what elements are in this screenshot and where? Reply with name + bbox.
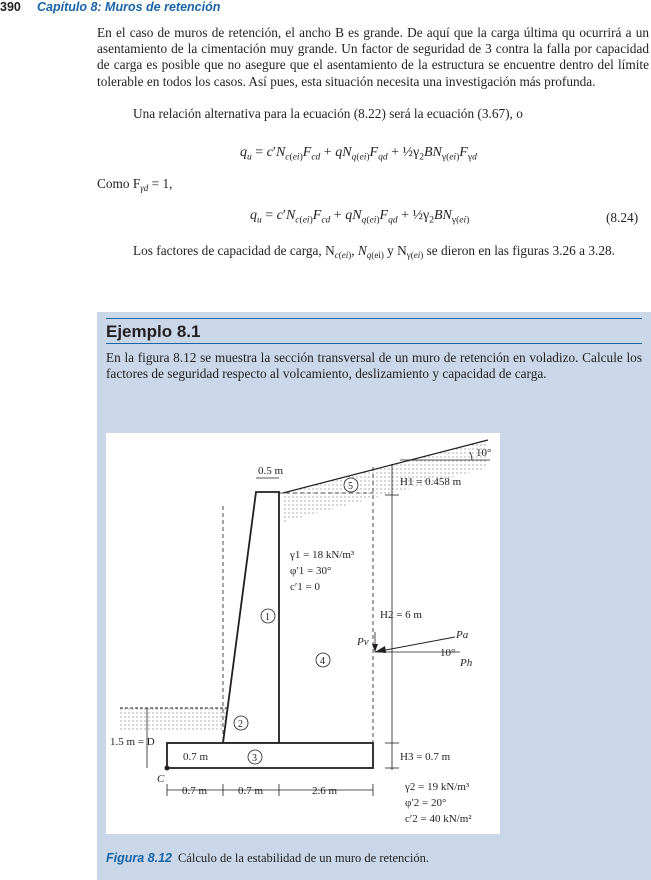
point-c-label: C (157, 773, 165, 785)
example-title-rule (106, 343, 642, 344)
chapter-title: Capítulo 8: Muros de retención (37, 0, 221, 14)
equation-3-67: $q_u = c'N_{c(ei)}F_{cd} + qN_{q(ei)}F_{qd}$ + $\frac{1}{2}\gamma_2BN_{\gamma(ei)}F_{\gamma d}$ (240, 145, 477, 163)
retaining-wall-diagram (106, 433, 500, 834)
figure-8-12 (106, 433, 500, 834)
gamma1-label: γ1 = 18 kN/m³ (290, 549, 355, 561)
pv-label: Pv (357, 636, 369, 648)
dim2-label: 0.7 m (238, 785, 264, 797)
region-2-label: 2 (238, 719, 243, 730)
c2-label: c′2 = 40 kN/m² (405, 813, 472, 825)
figure-caption-label: Figura 8.12 (106, 851, 172, 865)
depth-label: 1.5 m = D (110, 736, 155, 748)
stem-width-label: 0.5 m (258, 465, 284, 477)
h2-label: H2 = 6 m (380, 609, 422, 621)
region-4-label: 4 (320, 656, 325, 667)
paragraph-3: Los factores de capacidad de carga, $N_{c(ei)}$, $N_{q(ei)}$ y $N_{\gamma(ei)}$ se dieron en las figuras 3.26 a 3.28. (133, 243, 615, 261)
phi1-label: φ′1 = 30° (290, 565, 332, 577)
equation-8-24: $q_u = c'N_{c(ei)}F_{cd} + qN_{q(ei)}F_{qd}$ + $\frac{1}{2}\gamma_2BN_{\gamma(ei)}$ (250, 208, 470, 226)
gamma2-label: γ2 = 19 kN/m³ (405, 781, 470, 793)
region-5-label: 5 (348, 481, 353, 492)
paragraph-2: Una relación alternativa para la ecuación (8.22) será la ecuación (3.67), o (133, 106, 523, 121)
pa-label: Pa (456, 629, 469, 641)
point-c-marker (165, 766, 170, 771)
c1-label: c′1 = 0 (290, 581, 320, 593)
dim1-label: 0.7 m (182, 785, 208, 797)
example-text: En la figura 8.12 se muestra la sección transversal de un muro de retención en voladizo. Calcule los factores de seguridad respecto al volcamiento, deslizamiento y capacidad de carga. (106, 350, 642, 382)
paragraph-1: En el caso de muros de retención, el ancho B es grande. De aquí que la carga última qu ocurrirá a un asentamiento de la cimentación muy grande. Un factor de seguridad de 3 contra la falla por capacidad de carga es posible que no asegure que el asentamiento de la estructura se encuentre dentro del límite tolerable en todos los casos. Así pues, esta situación necesita una investigación más profunda. (97, 25, 649, 89)
region-1-label: 1 (265, 612, 270, 623)
angle-pa-label: 10° (440, 647, 456, 659)
figure-caption-text: Cálculo de la estabilidad de un muro de retención. (178, 851, 429, 865)
front-soil-hatch (120, 708, 230, 730)
h3-label: H3 = 0.7 m (400, 751, 451, 763)
example-title: Ejemplo 8.1 (106, 322, 201, 341)
toe-top-label: 0.7 m (183, 751, 209, 763)
h1-label: H1 = 0.458 m (400, 476, 462, 488)
region-3-label: 3 (252, 753, 257, 764)
example-top-rule (106, 318, 642, 319)
equation-number: (8.24) (606, 210, 639, 225)
page-number: 390 (0, 0, 21, 14)
dim3-label: 2.6 m (312, 785, 338, 797)
ph-label: Ph (460, 657, 473, 669)
angle-top-label: 10° (476, 447, 492, 459)
como-line: Como $F_{\gamma d} = 1$, (97, 176, 173, 194)
phi2-label: φ′2 = 20° (405, 797, 447, 809)
figure-caption (106, 851, 429, 866)
